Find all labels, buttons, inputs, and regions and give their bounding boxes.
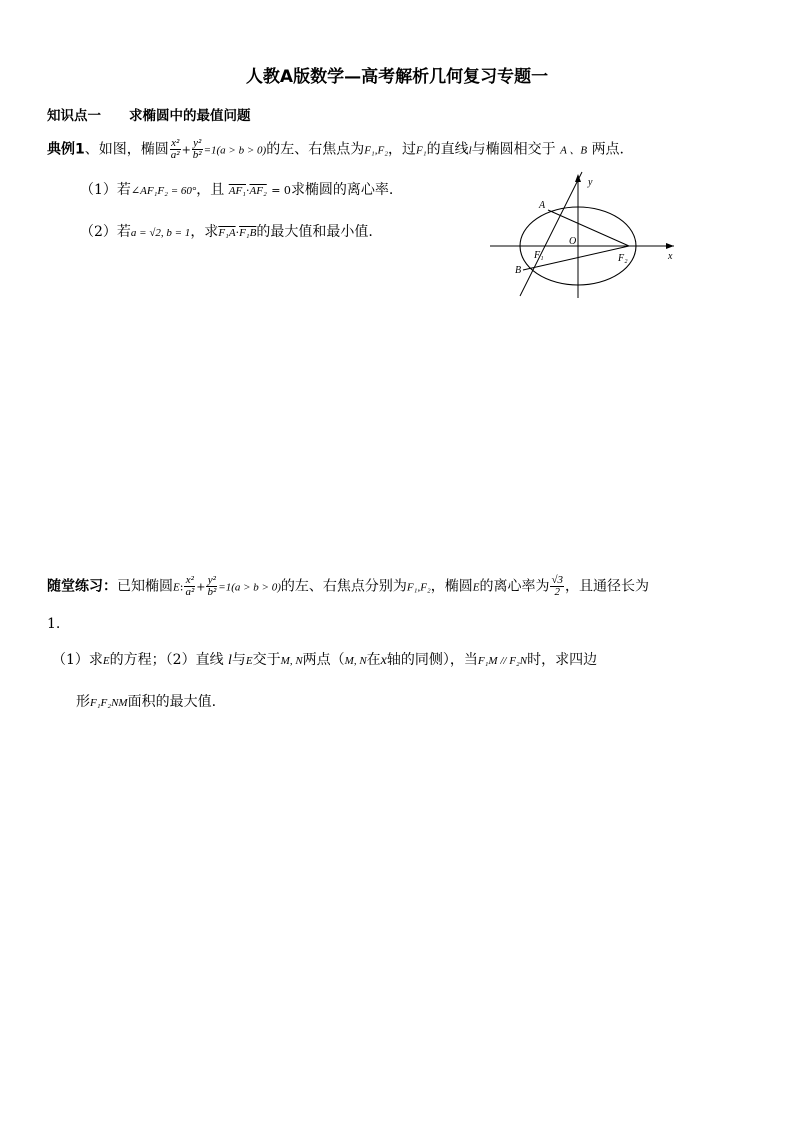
equation-tail: =1(a > b > 0) [203,144,267,157]
line-l-symbol: l [228,653,232,668]
section-topic: 求椭圆中的最值问题 [129,108,251,124]
text: ，且通径长为 [565,578,650,595]
vector-af1: AF₁ [228,185,246,197]
foci-symbol: F₁,F₂ [364,144,389,157]
dot-product: · [235,226,240,239]
q1-mid: ，且 [196,182,225,198]
fraction-x2-a2 [170,138,181,161]
fraction-denominator: b² [207,586,217,598]
equation-tail: =1(a > b > 0) [218,581,281,594]
text: 的方程；（2）直线 [109,652,224,668]
dot-product: · [246,184,250,197]
label-x: x [668,251,673,262]
fraction-denominator: a² [170,149,180,161]
fraction-x2-a2 [184,575,195,598]
q1-tail: 求椭圆的离心率. [290,182,394,198]
parallel-condition: F₁M // F₂N [477,655,528,667]
fraction-denominator: a² [185,586,195,598]
fraction-numerator: y² [207,574,216,586]
question1 [80,180,393,201]
ellipse-e-symbol: E [472,581,480,594]
practice-questions-cont [76,692,216,713]
label-f1: F₁ [534,250,544,261]
practice-line2: 1. [47,616,61,632]
fraction-numerator: y² [193,137,202,149]
points-mn: M, N [280,655,303,667]
text: 形 [76,694,90,710]
text: （1）求 [52,652,103,668]
equals-zero: = 0 [271,184,291,197]
text: 的左、右焦点分别为 [280,578,407,595]
fraction-numerator: √3 [551,574,564,586]
text: ，过 [388,141,417,158]
plus-sign: + [196,580,206,594]
foci-symbol: F₁,F₂ [406,581,431,594]
text: 与 [231,652,246,668]
label-f2: F₂ [618,253,628,264]
section-heading [47,104,251,124]
colon: : [179,580,184,594]
practice-label: 随堂练习： [47,578,117,595]
section-label: 知识点一 [47,108,101,124]
vector-af2: AF₂ [249,185,267,197]
ellipse-e-symbol: E [102,655,110,667]
text: 在 [366,652,381,668]
ellipse-e-symbol: E [245,655,253,667]
fraction-eccentricity [550,575,564,598]
q2-tail: 的最大值和最小值. [256,224,373,240]
fraction-numerator: x² [185,574,194,586]
fraction-denominator: 2 [554,586,560,598]
x-symbol: x [380,653,387,668]
fraction-denominator: b² [192,149,202,161]
q1-prefix: （1）若 [80,182,131,198]
fraction-numerator: x² [171,137,180,149]
text: ，椭圆 [430,578,473,595]
page-title: 人教A版数学—高考解析几何复习专题一 [245,67,549,87]
label-a: A [539,200,546,211]
q2-mid: ，求 [190,224,219,240]
segment-af2 [548,210,629,246]
ellipse-e-symbol: E [173,581,180,594]
label-y: y [588,177,593,188]
ellipse-figure [486,170,686,300]
text: 时，求四边 [527,652,598,668]
question2 [80,222,373,243]
f1-symbol: F₁ [416,144,427,157]
label-b: B [515,265,522,276]
q1-angle: ∠AF₁F₂ = 60° [130,185,197,197]
example1-statement [47,138,624,161]
text: 两点（ [302,652,345,668]
text: 的直线 [426,141,469,158]
line-l [520,172,582,296]
plus-sign: + [181,143,191,157]
quadrilateral-symbol: F₁F₂NM [90,697,128,709]
text: 面积的最大值. [127,694,217,710]
text: 与椭圆相交于 [471,141,556,158]
vector-f1b: F₁B [239,227,257,239]
x-axis-arrow [666,243,674,249]
text: 交于 [252,652,281,668]
example1-label: 典例1 [47,141,85,158]
fraction-y2-b2 [206,575,217,598]
text: 的左、右焦点为 [266,141,365,158]
points-symbol: A 、B [560,144,588,157]
fraction-y2-b2 [192,138,203,161]
text: 的离心率为 [479,578,550,595]
practice-questions [52,650,597,671]
text: 轴的同侧），当 [386,652,478,668]
points-mn: M, N [344,655,367,667]
text: 两点. [591,141,625,158]
vector-f1a: F₁A [218,227,236,239]
q2-prefix: （2）若 [80,224,131,240]
label-o: O [569,236,577,247]
line-l-symbol: l [468,144,472,157]
q2-condition: a = √2, b = 1 [130,227,191,239]
practice-statement [47,575,649,598]
example1-lead: 、如图，椭圆 [84,141,169,158]
practice-lead: 已知椭圆 [117,578,173,595]
